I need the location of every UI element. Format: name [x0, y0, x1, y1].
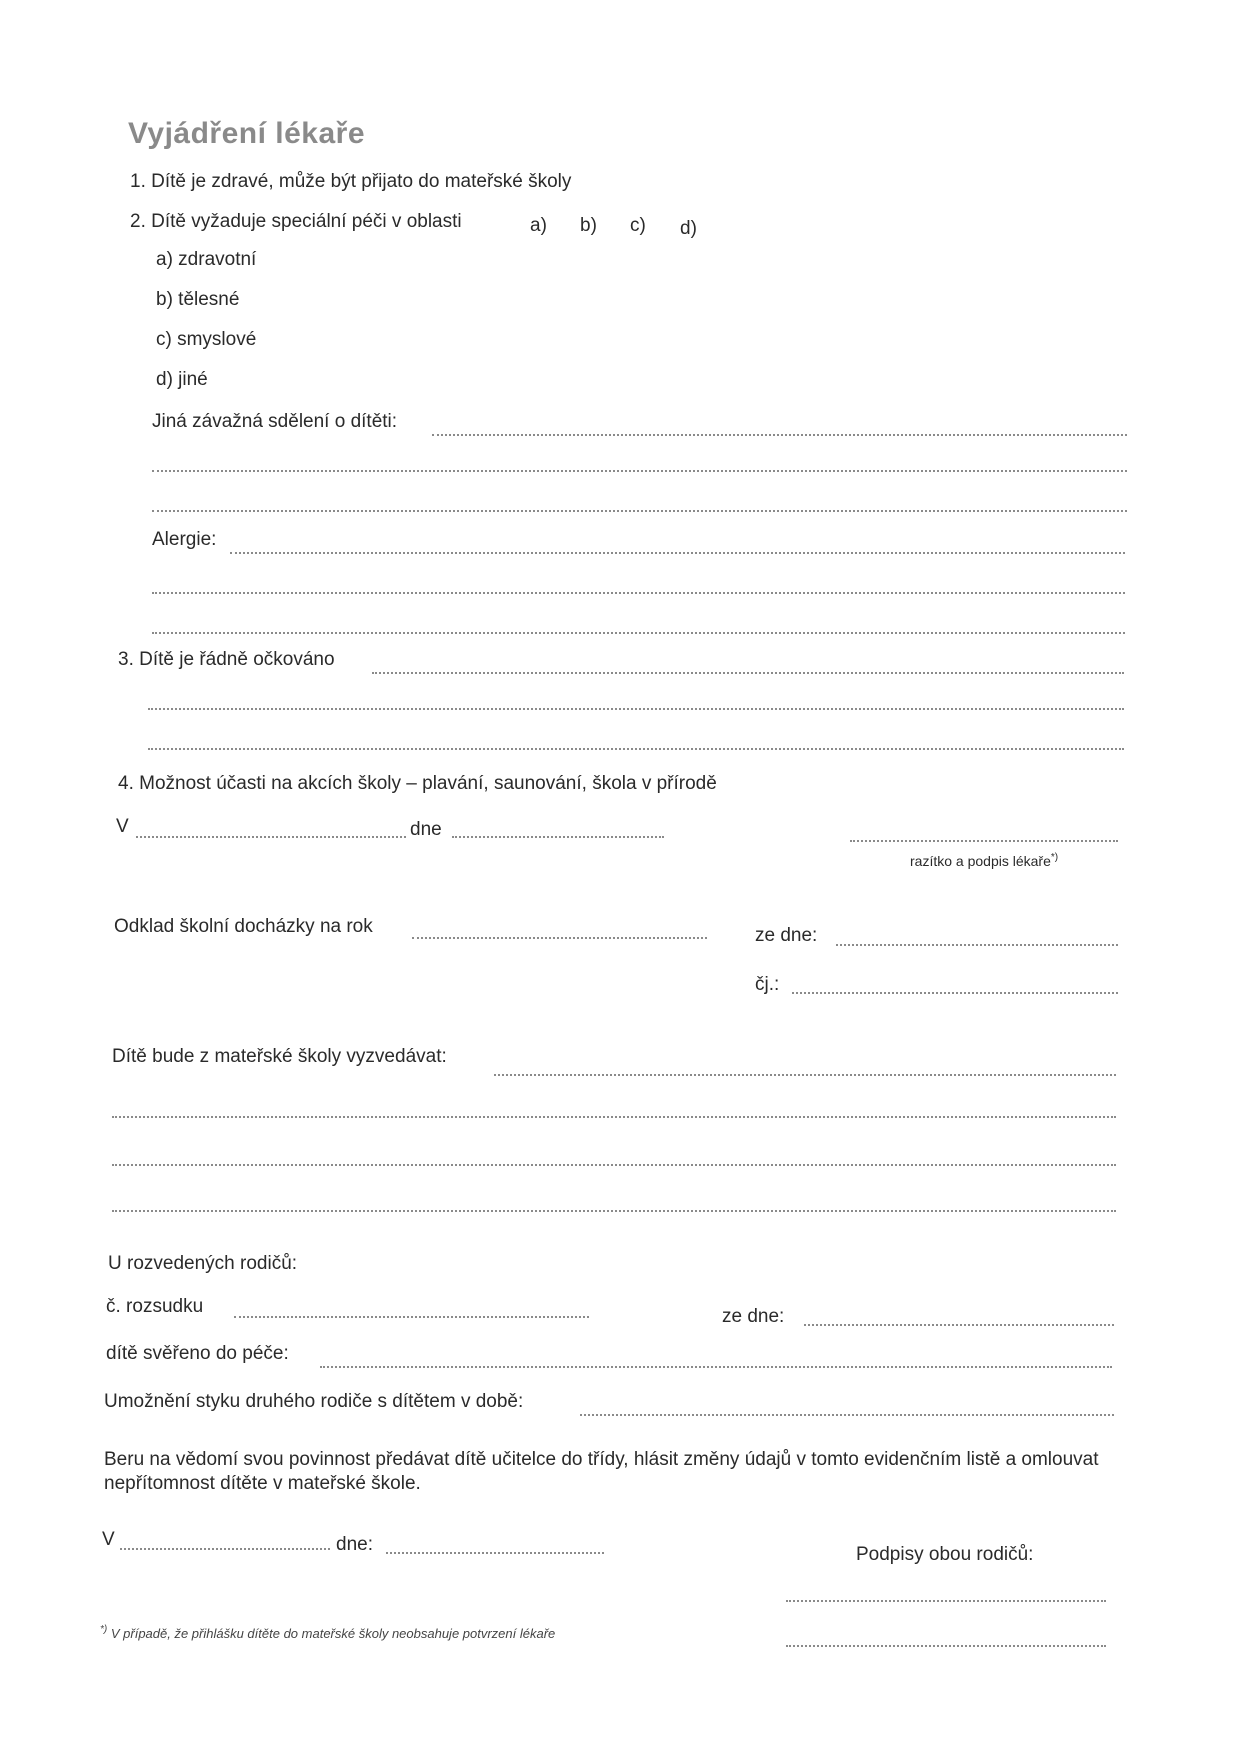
- verdict-no-label: č. rozsudku: [106, 1296, 204, 1317]
- contact-line[interactable]: [580, 1414, 1114, 1416]
- vaccination-line-1[interactable]: [372, 672, 1124, 674]
- allergy-label: Alergie:: [152, 529, 217, 550]
- pickup-line-2[interactable]: [112, 1116, 1116, 1118]
- item-4-text: 4. Možnost účasti na akcích školy – plavání, saunování, škola v přírodě: [118, 773, 717, 794]
- doctor-signature-caption: razítko a podpis lékaře*): [910, 852, 1059, 869]
- vaccination-line-3[interactable]: [148, 748, 1124, 750]
- option-a[interactable]: a): [530, 215, 547, 236]
- doctor-signature-line[interactable]: [850, 840, 1118, 842]
- care-area-b: b) tělesné: [156, 289, 240, 310]
- option-b[interactable]: b): [580, 215, 597, 236]
- verdict-date-label: ze dne:: [722, 1306, 785, 1327]
- pickup-line-4[interactable]: [112, 1210, 1116, 1212]
- form-title: Vyjádření lékaře: [128, 117, 366, 150]
- allergy-line-2[interactable]: [152, 592, 1125, 594]
- allergy-line-1[interactable]: [230, 552, 1125, 554]
- other-info-line-2[interactable]: [152, 470, 1127, 472]
- parent-signature-line-2[interactable]: [786, 1645, 1106, 1647]
- final-place-label: V: [102, 1529, 115, 1550]
- doctor-date-line[interactable]: [452, 836, 664, 838]
- deferral-year-line[interactable]: [412, 937, 707, 939]
- care-area-a: a) zdravotní: [156, 249, 257, 270]
- option-c[interactable]: c): [630, 215, 646, 236]
- pickup-line-1[interactable]: [494, 1074, 1116, 1076]
- pickup-line-3[interactable]: [112, 1164, 1116, 1166]
- item-3-text: 3. Dítě je řádně očkováno: [118, 649, 335, 670]
- parent-signature-line-1[interactable]: [786, 1600, 1106, 1602]
- footnote: *) V případě, že přihlášku dítěte do mateřské školy neobsahuje potvrzení lékaře: [100, 1624, 556, 1641]
- other-info-line-3[interactable]: [152, 510, 1127, 512]
- ref-no-line[interactable]: [792, 992, 1118, 994]
- final-date-label: dne:: [336, 1534, 373, 1555]
- verdict-date-line[interactable]: [804, 1324, 1114, 1326]
- option-d[interactable]: d): [680, 218, 697, 239]
- custody-line[interactable]: [320, 1366, 1112, 1368]
- item-2-text: 2. Dítě vyžaduje speciální péči v oblasti: [130, 211, 462, 232]
- parent-statement: Beru na vědomí svou povinnost předávat dítě učitelce do třídy, hlásit změny údajů v tomto evidenčním listě a omlouvat nepřítomnost dítěte v mateřské škole.: [104, 1449, 1099, 1494]
- final-date-line[interactable]: [386, 1552, 604, 1554]
- parents-signature-label: Podpisy obou rodičů:: [856, 1544, 1034, 1565]
- care-area-c: c) smyslové: [156, 329, 257, 350]
- allergy-line-3[interactable]: [152, 632, 1125, 634]
- deferral-label: Odklad školní docházky na rok: [114, 916, 373, 937]
- doctor-place-line[interactable]: [136, 836, 406, 838]
- vaccination-line-2[interactable]: [148, 708, 1124, 710]
- contact-label: Umožnění styku druhého rodiče s dítětem v době:: [104, 1391, 524, 1412]
- other-info-label: Jiná závažná sdělení o dítěti:: [152, 411, 398, 432]
- doctor-place-label: V: [116, 816, 129, 837]
- custody-label: dítě svěřeno do péče:: [106, 1343, 289, 1364]
- verdict-no-line[interactable]: [234, 1316, 589, 1318]
- doctor-date-label: dne: [410, 819, 442, 840]
- other-info-line-1[interactable]: [432, 434, 1127, 436]
- deferral-date-line[interactable]: [836, 944, 1118, 946]
- final-place-line[interactable]: [120, 1548, 330, 1550]
- pickup-label: Dítě bude z mateřské školy vyzvedávat:: [112, 1046, 447, 1067]
- ref-no-label: čj.:: [755, 974, 780, 995]
- deferral-date-label: ze dne:: [755, 925, 818, 946]
- item-1-text: 1. Dítě je zdravé, může být přijato do mateřské školy: [130, 171, 572, 192]
- care-area-d: d) jiné: [156, 369, 208, 390]
- divorced-parents-label: U rozvedených rodičů:: [108, 1253, 298, 1274]
